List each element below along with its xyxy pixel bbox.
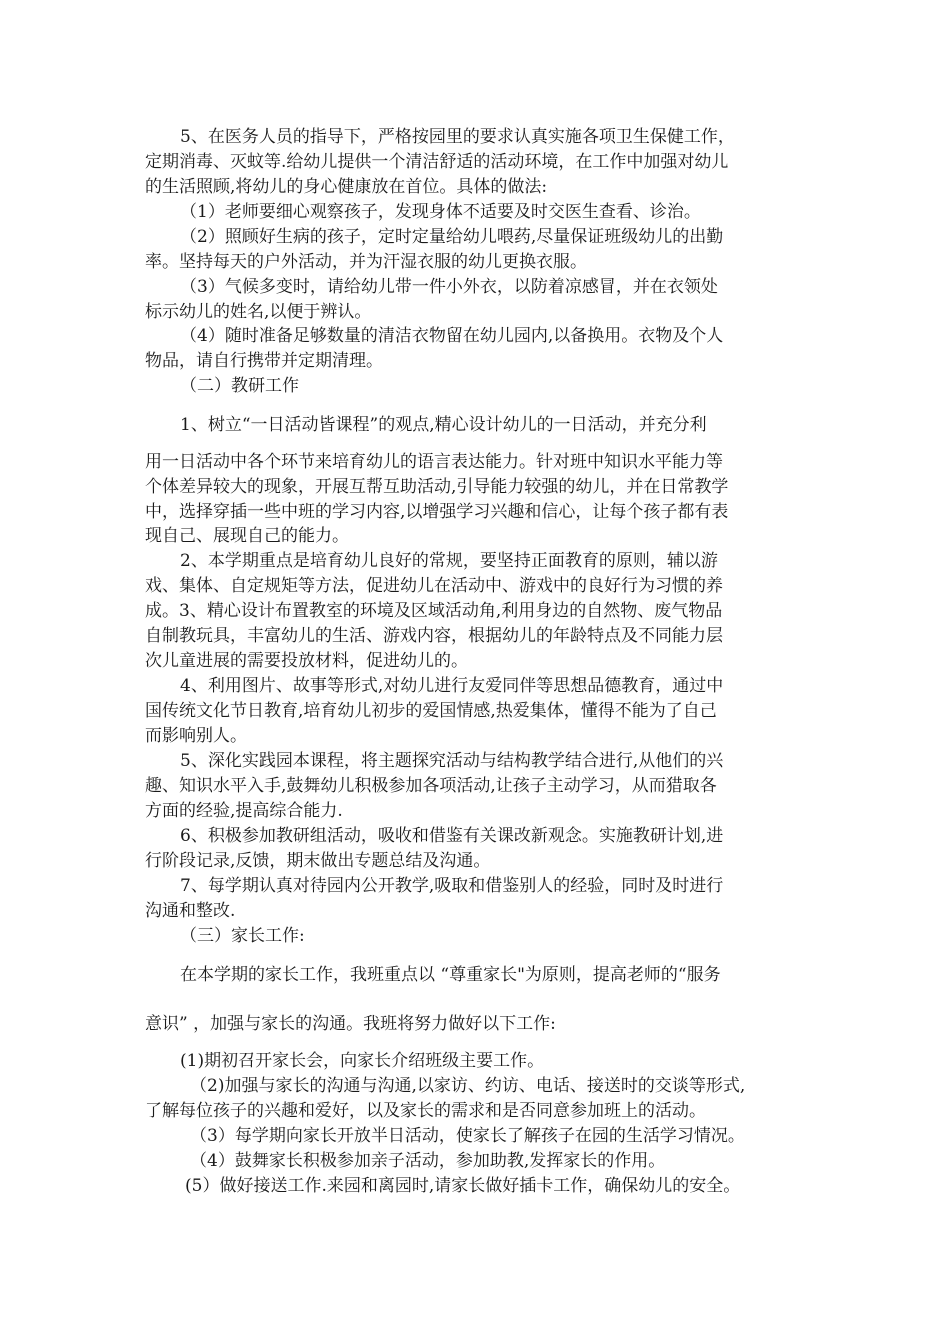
text-line: 定期消毒、灭蚊等.给幼儿提供一个清洁舒适的活动环境，在工作中加强对幼儿 bbox=[145, 152, 729, 172]
text-line: 物品，请自行携带并定期清理。 bbox=[145, 351, 383, 371]
text-line: 方面的经验,提高综合能力. bbox=[145, 801, 343, 821]
text-line: （4）随时准备足够数量的清洁衣物留在幼儿园内,以备换用。衣物及个人 bbox=[180, 326, 724, 346]
text-line: 现自己、展现自己的能力。 bbox=[145, 526, 349, 546]
text-line: 次儿童进展的需要投放材料，促进幼儿的。 bbox=[145, 651, 468, 671]
section-heading: （三）家长工作: bbox=[180, 926, 305, 946]
text-line: 2、本学期重点是培育幼儿良好的常规，要坚持正面教育的原则，辅以游 bbox=[180, 551, 718, 571]
text-line: 7、每学期认真对待园内公开教学,吸取和借鉴别人的经验，同时及时进行 bbox=[180, 876, 724, 896]
text-line: 意识” ，加强与家长的沟通。我班将努力做好以下工作: bbox=[145, 1014, 556, 1034]
text-line: 国传统文化节日教育,培育幼儿初步的爱国情感,热爱集体，懂得不能为了自己 bbox=[145, 701, 717, 721]
list-item: （2)加强与家长的沟通与沟通,以家访、约访、电话、接送时的交谈等形式, bbox=[190, 1076, 746, 1096]
text-line: 中，选择穿插一些中班的学习内容,以增强学习兴趣和信心，让每个孩子都有表 bbox=[145, 502, 729, 522]
text-line: 5、深化实践园本课程，将主题探究活动与结构教学结合进行,从他们的兴 bbox=[180, 751, 724, 771]
list-item: (1)期初召开家长会，向家长介绍班级主要工作。 bbox=[180, 1051, 545, 1071]
text-line: 了解每位孩子的兴趣和爱好，以及家长的需求和是否同意参加班上的活动。 bbox=[145, 1101, 706, 1121]
text-line: 戏、集体、自定规矩等方法，促进幼儿在活动中、游戏中的良好行为习惯的养 bbox=[145, 576, 723, 596]
text-line: 用一日活动中各个环节来培育幼儿的语言表达能力。针对班中知识水平能力等 bbox=[145, 452, 723, 472]
text-line: 个体差异较大的现象，开展互帮互助活动,引导能力较强的幼儿，并在日常教学 bbox=[145, 477, 729, 497]
text-line: 在本学期的家长工作，我班重点以 “尊重家长"为原则，提高老师的“服务 bbox=[180, 965, 721, 985]
text-line: 自制教玩具，丰富幼儿的生活、游戏内容，根据幼儿的年龄特点及不同能力层 bbox=[145, 626, 723, 646]
text-line: 而影响别人。 bbox=[145, 726, 247, 746]
text-line: （3）气候多变时，请给幼儿带一件小外衣，以防着凉感冒，并在衣领处 bbox=[180, 277, 718, 297]
text-line: （1）老师要细心观察孩子，发现身体不适要及时交医生查看、诊治。 bbox=[180, 202, 701, 222]
text-line: 行阶段记录,反馈，期末做出专题总结及沟通。 bbox=[145, 851, 491, 871]
text-line: 4、利用图片、故事等形式,对幼儿进行友爱同伴等思想品德教育，通过中 bbox=[180, 676, 724, 696]
text-line: 成。3、精心设计布置教室的环境及区域活动角,利用身边的自然物、废气物品 bbox=[145, 601, 723, 621]
list-item: (5）做好接送工作.来园和离园时,请家长做好插卡工作，确保幼儿的安全。 bbox=[185, 1176, 741, 1196]
text-line: 6、积极参加教研组活动，吸收和借鉴有关课改新观念。实施教研计划,进 bbox=[180, 826, 724, 846]
text-line: 1、树立“一日活动皆课程”的观点,精心设计幼儿的一日活动，并充分利 bbox=[180, 415, 707, 435]
text-line: 的生活照顾,将幼儿的身心健康放在首位。具体的做法: bbox=[145, 177, 548, 197]
text-line: 标示幼儿的姓名,以便于辨认。 bbox=[145, 302, 372, 322]
text-line: （2）照顾好生病的孩子，定时定量给幼儿喂药,尽量保证班级幼儿的出勤 bbox=[180, 227, 724, 247]
text-line: 沟通和整改. bbox=[145, 901, 236, 921]
text-line: 5、在医务人员的指导下，严格按园里的要求认真实施各项卫生保健工作， bbox=[180, 127, 735, 147]
text-line: 率。坚持每天的户外活动，并为汗湿衣服的幼儿更换衣服。 bbox=[145, 252, 587, 272]
list-item: （3）每学期向家长开放半日活动，使家长了解孩子在园的生活学习情况。 bbox=[190, 1126, 745, 1146]
section-heading: （二）教研工作 bbox=[180, 376, 299, 396]
list-item: （4）鼓舞家长积极参加亲子活动，参加助教,发挥家长的作用。 bbox=[190, 1151, 666, 1171]
text-line: 趣、知识水平入手,鼓舞幼儿积极参加各项活动,让孩子主动学习，从而猎取各 bbox=[145, 776, 717, 796]
